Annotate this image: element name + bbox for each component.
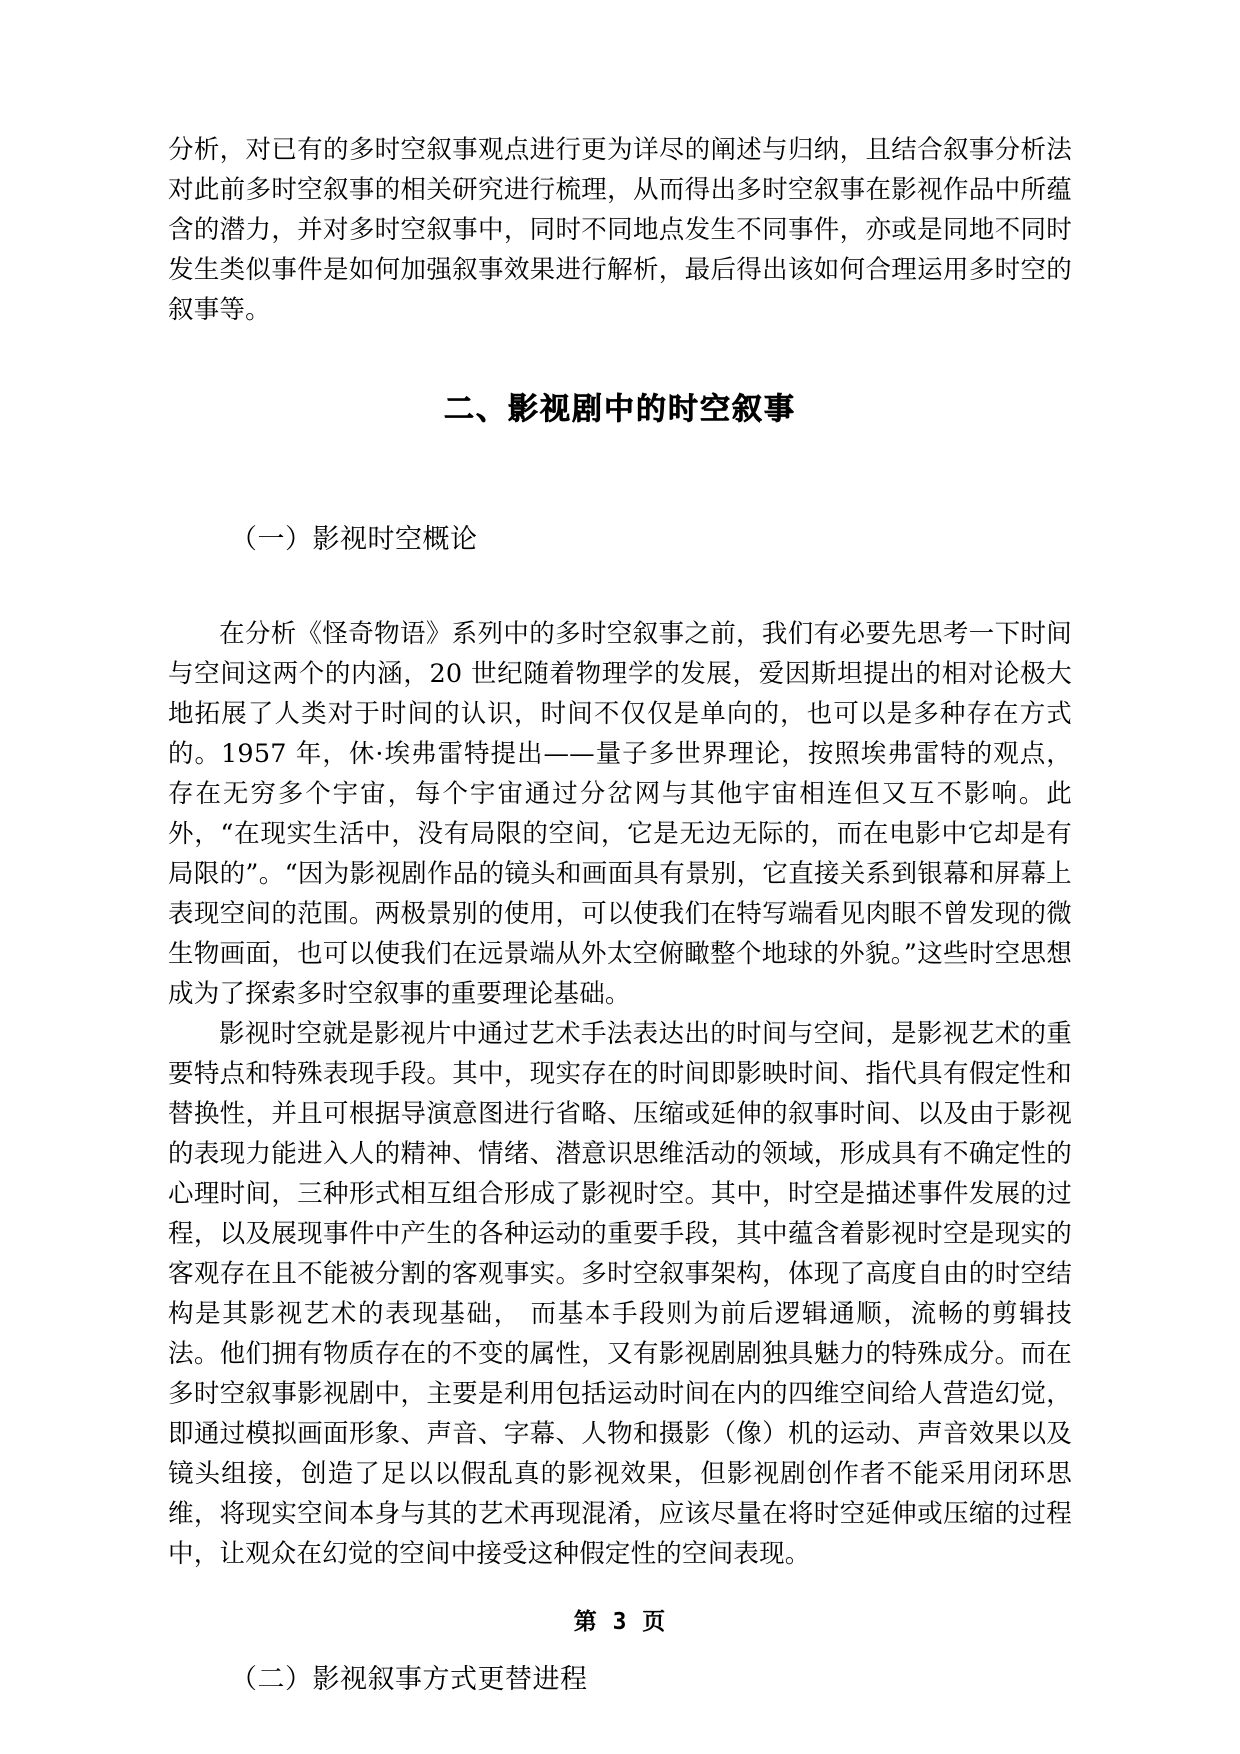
subsection-heading-two: （二）影视叙事方式更替进程: [230, 1664, 588, 1695]
page-number-footer: 第 3 页: [573, 1609, 667, 1635]
paragraph-continued-intro: 分析，对已有的多时空叙事观点进行更为详尽的阐述与归纳，且结合叙事分析法对此前多时空叙事的相关研究进行梳理，从而得出多时空叙事在影视作品中所蕴含的潜力，并对多时空叙事中，同时不同地点发生不同事件，亦或是同地不同时发生类似事件是如何加强叙事效果进行解析，最后得出该如何合理运用多时空的叙事等。: [168, 135, 1072, 325]
paragraph-sub-one-second: 影视时空就是影视片中通过艺术手法表达出的时间与空间，是影视艺术的重要特点和特殊表现手段。其中，现实存在的时间即影映时间、指代具有假定性和替换性，并且可根据导演意图进行省略、压缩或延伸的叙事时间、以及由于影视的表现力能进入人的精神、情绪、潜意识思维活动的领域，形成具有不确定性的心理时间，三种形式相互组合形成了影视时空。其中，时空是描述事件发展的过程，以及展现事件中产生的各种运动的重要手段，其中蕴含着影视时空是现实的客观存在且不能被分割的客观事实。多时空叙事架构，体现了高度自由的时空结构是其影视艺术的表现基础， 而基本手段则为前后逻辑通顺，流畅的剪辑技法。他们拥有物质存在的不变的属性，又有影视剧剧独具魅力的特殊成分。而在多时空叙事影视剧中，主要是利用包括运动时间在内的四维空间给人营造幻觉，即通过模拟画面形象、声音、字幕、人物和摄影（像）机的运动、声音效果以及镜头组接，创造了足以以假乱真的影视效果，但影视剧创作者不能采用闭环思维，将现实空间本身与其的艺术再现混淆，应该尽量在将时空延伸或压缩的过程中，让观众在幻觉的空间中接受这种假定性的空间表现。: [168, 1019, 1072, 1569]
subsection-heading-one: （一）影视时空概论: [230, 524, 478, 555]
paragraph-sub-one-first: 在分析《怪奇物语》系列中的多时空叙事之前，我们有必要先思考一下时间与空间这两个的内涵，20 世纪随着物理学的发展，爱因斯坦提出的相对论极大地拓展了人类对于时间的认识，时间不仅仅是单向的，也可以是多种存在方式的。1957 年，休·埃弗雷特提出——量子多世界理论，按照埃弗雷特的观点，存在无穷多个宇宙，每个宇宙通过分岔网与其他宇宙相连但又互不影响。此外，“在现实生活中，没有局限的空间，它是无边无际的，而在电影中它却是有局限的”。“因为影视剧作品的镜头和画面具有景别，它直接关系到银幕和屏幕上表现空间的范围。两极景别的使用，可以使我们在特写端看见肉眼不曾发现的微生物画面，也可以使我们在远景端从外太空俯瞰整个地球的外貌。”这些时空思想成为了探索多时空叙事的重要理论基础。: [168, 619, 1072, 1009]
section-heading: 二、影视剧中的时空叙事: [444, 392, 796, 427]
